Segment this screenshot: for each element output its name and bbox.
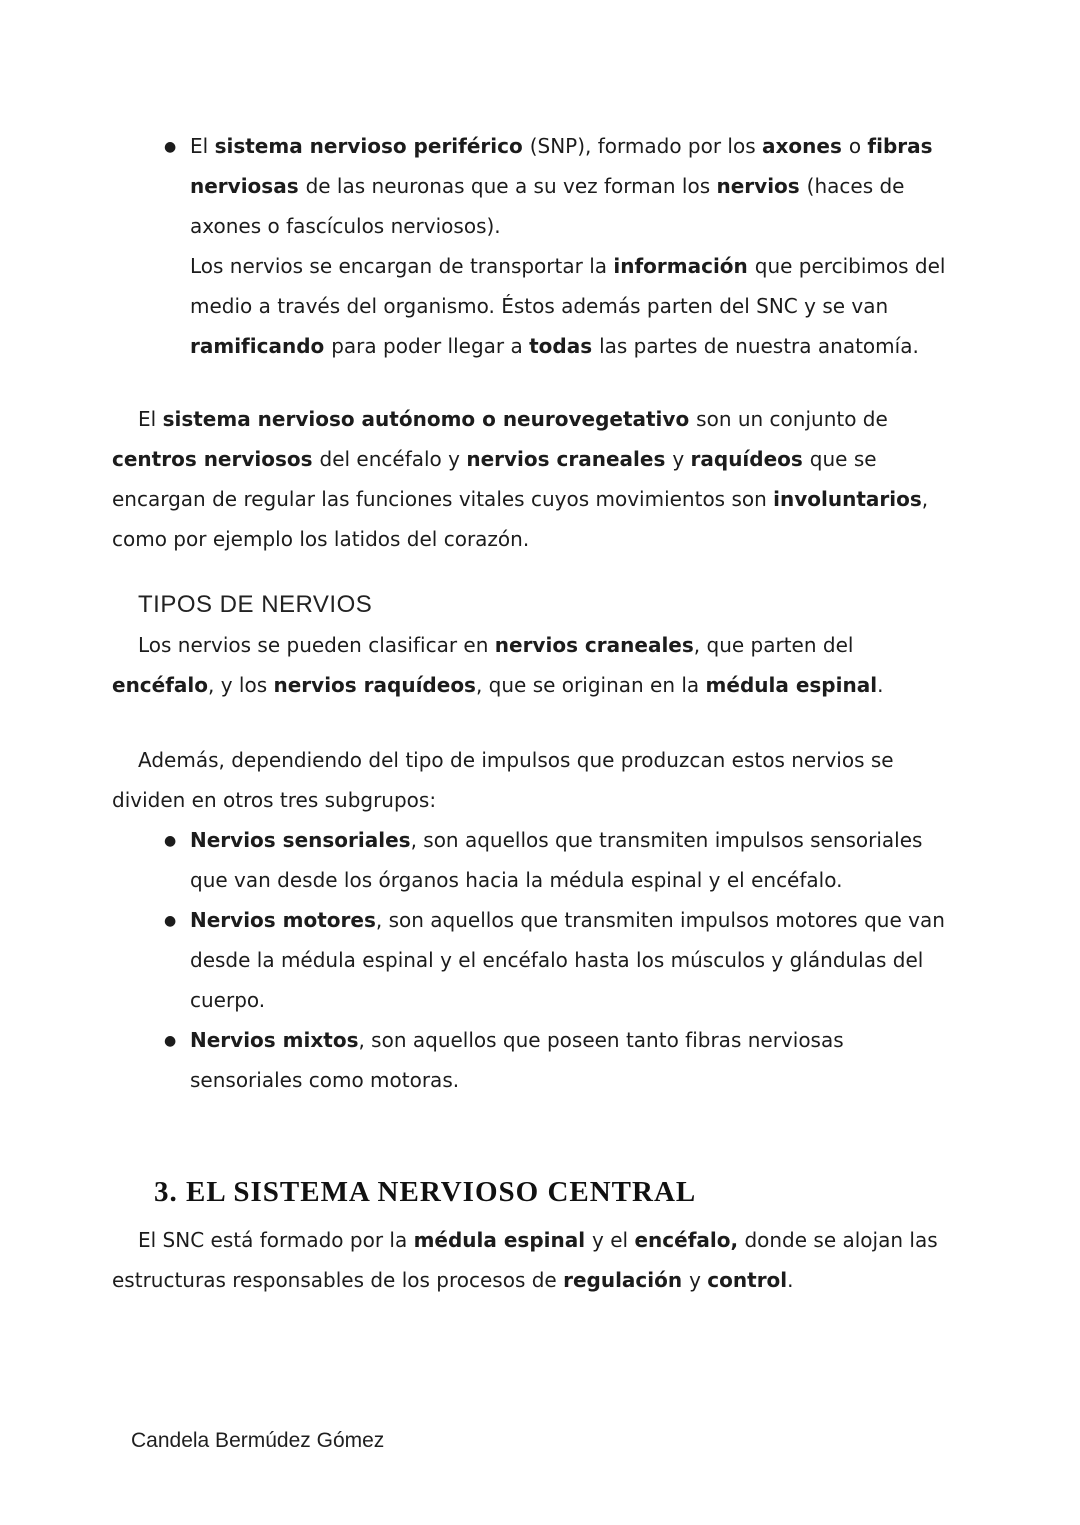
text-run: (haces de axones o fascículos nerviosos).: [190, 174, 905, 238]
paragraph-nervios-sensoriales: [190, 820, 954, 900]
paragraph-subgrupos-intro: [112, 740, 954, 820]
text-run: .: [787, 1268, 794, 1292]
bold-text-run: nervios: [716, 174, 807, 198]
bold-text-run: nervios raquídeos: [273, 673, 476, 697]
bold-text-run: sistema nervioso periférico: [214, 134, 530, 158]
bold-text-run: Nervios mixtos: [190, 1028, 359, 1052]
bold-text-run: todas: [529, 334, 600, 358]
text-run: que se encargan de regular las funciones vitales cuyos movimientos son: [112, 447, 877, 511]
text-run: , como por ejemplo los latidos del corazón.: [112, 487, 929, 551]
text-run: Los nervios se encargan de transportar la: [190, 254, 614, 278]
paragraph-snp-function: [190, 246, 954, 366]
text-run: .: [877, 673, 884, 697]
text-run: donde se alojan las estructuras responsables de los procesos de: [112, 1228, 938, 1292]
paragraph-autonomo: [112, 399, 954, 559]
bold-text-run: raquídeos: [690, 447, 810, 471]
text-run: y: [689, 1268, 708, 1292]
heading-sistema-nervioso-central: 3. EL SISTEMA NERVIOSO CENTRAL: [154, 1176, 697, 1208]
bold-text-run: regulación: [563, 1268, 690, 1292]
text-run: , son aquellos que transmiten impulsos sensoriales que van desde los órganos hacia la médula espinal y el encéfalo.: [190, 828, 923, 892]
author-name: Candela Bermúdez Gómez: [131, 1429, 385, 1452]
text-run: de las neuronas que a su vez forman los: [305, 174, 717, 198]
snp-bullet-item: [112, 126, 954, 366]
bold-text-run: médula espinal: [413, 1228, 593, 1252]
bold-text-run: encéfalo: [112, 673, 209, 697]
document-page: [112, 126, 954, 1300]
text-run: o: [848, 134, 868, 158]
text-run: , son aquellos que poseen tanto fibras nerviosas sensoriales como motoras.: [190, 1028, 844, 1092]
text-run: El: [138, 407, 163, 431]
paragraph-nervios-motores: [190, 900, 954, 1020]
bold-text-run: sistema nervioso autónomo o neurovegetativo: [162, 407, 697, 431]
bullet-item-nervios-motores: [112, 900, 954, 1020]
bold-text-run: control: [707, 1268, 788, 1292]
text-run: El SNC está formado por la: [138, 1228, 414, 1252]
paragraph-snc: [112, 1220, 954, 1300]
text-run: son un conjunto de: [696, 407, 888, 431]
text-run: , y los: [208, 673, 274, 697]
bold-text-run: centros nerviosos: [112, 447, 320, 471]
bold-text-run: Nervios sensoriales: [190, 828, 411, 852]
bullet-icon: ●: [164, 139, 177, 155]
text-run: , que parten del: [693, 633, 854, 657]
text-run: , son aquellos que transmiten impulsos motores que van desde la médula espinal y el encéfalo hasta los músculos y glándulas del cuerpo.: [190, 908, 945, 1012]
bold-text-run: fibras nerviosas: [190, 134, 933, 198]
text-run: y: [672, 447, 691, 471]
text-run: las partes de nuestra anatomía.: [599, 334, 919, 358]
text-run: El: [190, 134, 215, 158]
snp-bullet-list: [112, 126, 954, 366]
text-run: que percibimos del medio a través del organismo. Éstos además parten del SNC y se van: [190, 254, 946, 318]
text-run: Los nervios se pueden clasificar en: [138, 633, 495, 657]
bold-text-run: Nervios motores: [190, 908, 376, 932]
bold-text-run: médula espinal: [705, 673, 878, 697]
bullet-icon: ●: [164, 833, 177, 849]
bullet-item-nervios-mixtos: [112, 1020, 954, 1100]
bold-text-run: axones: [762, 134, 849, 158]
nerve-types-bullet-list: [112, 820, 954, 1100]
bold-text-run: nervios craneales: [466, 447, 673, 471]
bold-text-run: información: [613, 254, 755, 278]
paragraph-clasificacion: [112, 625, 954, 705]
bold-text-run: involuntarios: [773, 487, 922, 511]
text-run: para poder llegar a: [331, 334, 530, 358]
text-run: , que se originan en la: [475, 673, 706, 697]
bold-text-run: ramificando: [190, 334, 332, 358]
text-run: del encéfalo y: [319, 447, 467, 471]
paragraph-snp-definition: [190, 126, 954, 246]
bold-text-run: encéfalo,: [634, 1228, 739, 1252]
text-run: (SNP), formado por los: [529, 134, 762, 158]
text-run: y el: [592, 1228, 635, 1252]
bold-text-run: nervios craneales: [494, 633, 694, 657]
subheading-tipos-de-nervios: TIPOS DE NERVIOS: [138, 591, 373, 618]
bullet-icon: ●: [164, 913, 177, 929]
bullet-item-nervios-sensoriales: [112, 820, 954, 900]
page-footer: [131, 1428, 384, 1454]
bullet-icon: ●: [164, 1033, 177, 1049]
text-run: Además, dependiendo del tipo de impulsos que produzcan estos nervios se dividen en otros tres subgrupos:: [112, 748, 894, 812]
paragraph-nervios-mixtos: [190, 1020, 954, 1100]
